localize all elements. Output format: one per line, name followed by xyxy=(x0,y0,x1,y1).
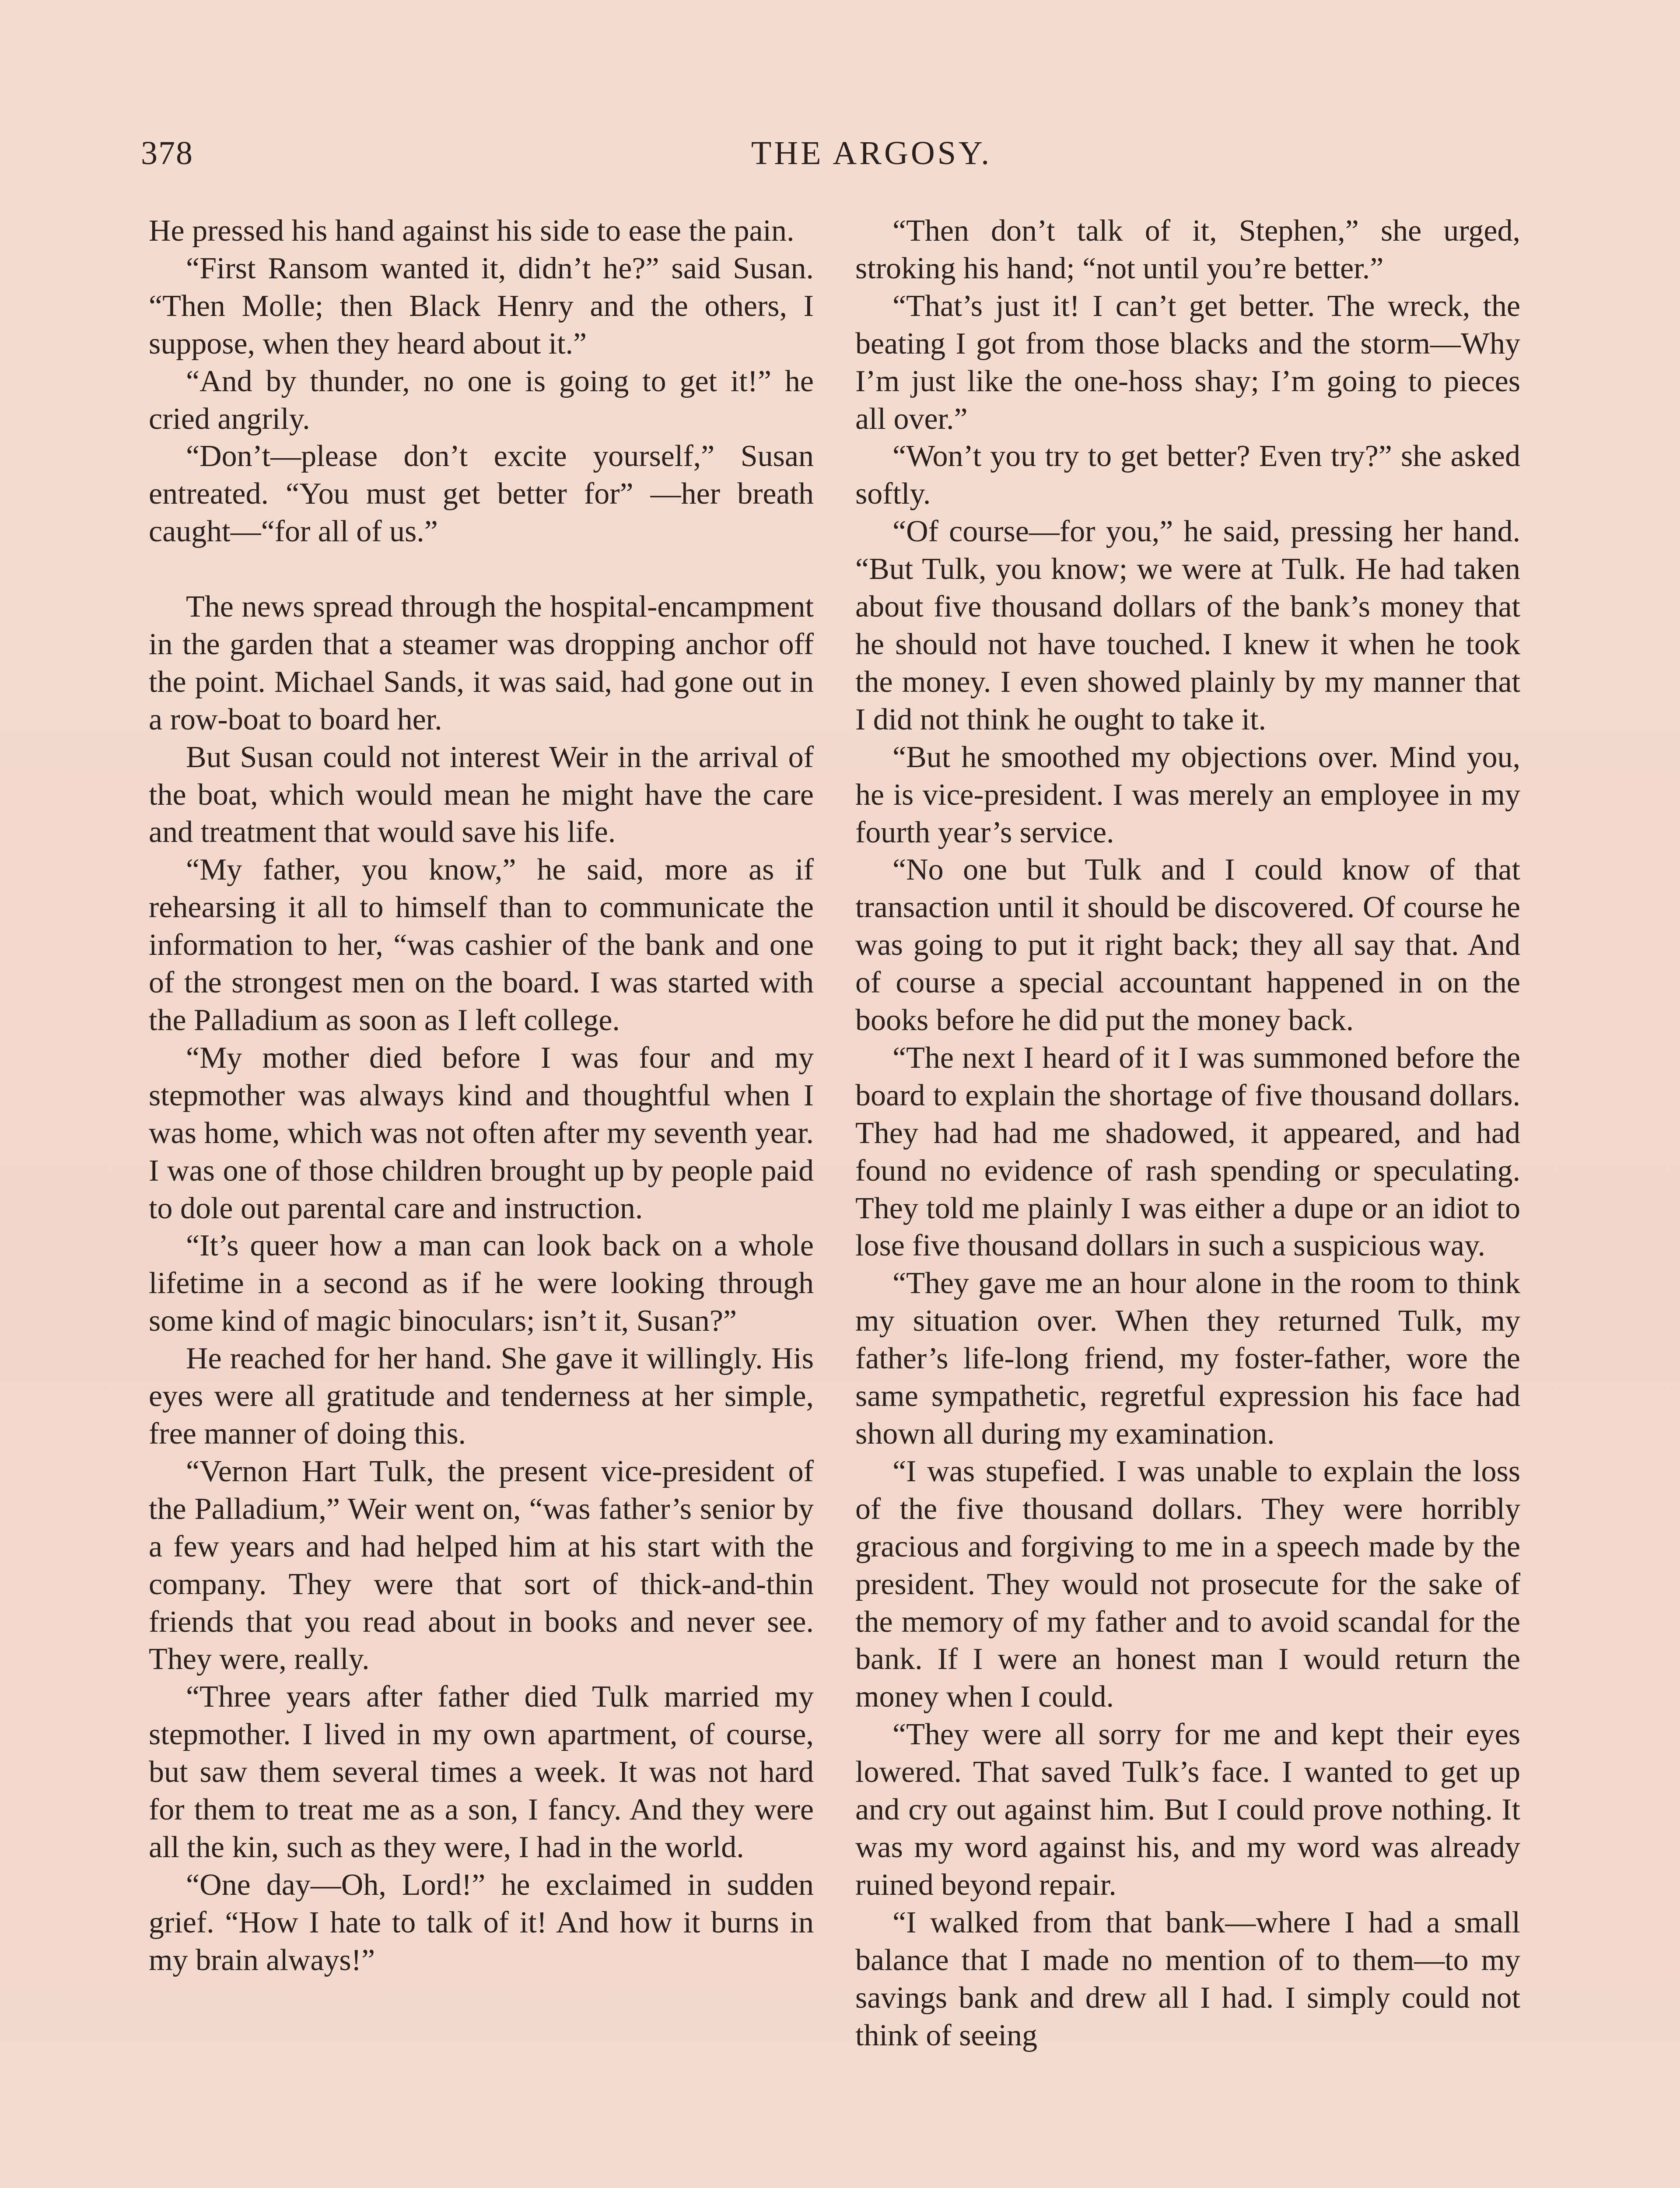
paragraph: “The next I heard of it I was summoned before the board to explain the shortage of five thousand dollars. They had had me shadowed, it appeared, and had found no evidence of rash spending or speculating. They told me plainly I was either a dupe or an idiot to lose five thousand dollars in such a suspicious way. xyxy=(855,1041,1520,1263)
paragraph: He reached for her hand. She gave it willingly. His eyes were all gratitude and tenderness at her simple, free manner of doing this. xyxy=(149,1342,814,1451)
running-title: THE ARGOSY. xyxy=(751,135,992,172)
paragraph: “Won’t you try to get better? Even try?” she asked softly. xyxy=(855,439,1520,511)
paragraph: “They gave me an hour alone in the room to think my situation over. When they returned Tulk, my father’s life-long friend, my foster-father, wore the same sympathetic, regretful expression his face had shown all during my examination. xyxy=(855,1266,1520,1451)
paragraph: “I was stupefied. I was unable to explain the loss of the five thousand dollars. They were horribly gracious and forgiving to me in a speech made by the president. They would not prosecute for the sake of the memory of my father and to avoid scandal for the bank. If I were an honest man I would return the money when I could. xyxy=(855,1454,1520,1714)
left-column xyxy=(149,212,814,1979)
paragraph: “But he smoothed my objections over. Mind you, he is vice-president. I was merely an employee in my fourth year’s service. xyxy=(855,740,1520,849)
paragraph: “Don’t—please don’t excite yourself,” Susan entreated. “You must get better for” —her breath caught—“for all of us.” xyxy=(149,439,814,549)
right-column xyxy=(855,212,1520,2054)
paragraph: The news spread through the hospital-encampment in the garden that a steamer was dropping anchor off the point. Michael Sands, it was said, had gone out in a row-boat to board her. xyxy=(149,590,814,736)
paragraph: “No one but Tulk and I could know of that transaction until it should be discovered. Of course he was going to put it right back; they all say that. And of course a special accountant happened in on the books before he did put the money back. xyxy=(855,853,1520,1038)
paragraph: “That’s just it! I can’t get better. The wreck, the beating I got from those blacks and the storm—Why I’m just like the one-hoss shay; I’m going to pieces all over.” xyxy=(855,289,1520,436)
page-number: 378 xyxy=(141,135,193,172)
paragraph: “First Ransom wanted it, didn’t he?” said Susan. “Then Molle; then Black Henry and the others, I suppose, when they heard about it.” xyxy=(149,251,814,361)
paragraph: “My mother died before I was four and my stepmother was always kind and thoughtful when I was home, which was not often after my seventh year. I was one of those children brought up by people paid to dole out parental care and instruction. xyxy=(149,1041,814,1225)
paragraph: “They were all sorry for me and kept their eyes lowered. That saved Tulk’s face. I wanted to get up and cry out against him. But I could prove nothing. It was my word against his, and my word was already ruined beyond repair. xyxy=(855,1718,1520,1902)
paragraph: “One day—Oh, Lord!” he exclaimed in sudden grief. “How I hate to talk of it! And how it burns in my brain always!” xyxy=(149,1868,814,1977)
page-header xyxy=(141,131,1536,175)
paragraph: He pressed his hand against his side to ease the pain. xyxy=(149,214,794,248)
paragraph: “Vernon Hart Tulk, the present vice-president of the Palladium,” Weir went on, “was father’s senior by a few years and had helped him at his start with the company. They were that sort of thick-and-thin friends that you read about in books and never see. They were, really. xyxy=(149,1454,814,1676)
paragraph: But Susan could not interest Weir in the arrival of the boat, which would mean he might have the care and treatment that would save his life. xyxy=(149,740,814,849)
paragraph: “My father, you know,” he said, more as if rehearsing it all to himself than to communicate the information to her, “was cashier of the bank and one of the strongest men on the board. I was started with the Palladium as soon as I left college. xyxy=(149,853,814,1038)
paragraph: “Of course—for you,” he said, pressing her hand. “But Tulk, you know; we were at Tulk. He had taken about five thousand dollars of the bank’s money that he should not have touched. I knew it when he took the money. I even showed plainly by my manner that I did not think he ought to take it. xyxy=(855,515,1520,736)
paragraph: “It’s queer how a man can look back on a whole lifetime in a second as if he were looking through some kind of magic binoculars; isn’t it, Susan?” xyxy=(149,1229,814,1338)
paragraph: “Then don’t talk of it, Stephen,” she urged, stroking his hand; “not until you’re better.” xyxy=(855,214,1520,285)
paragraph: “Three years after father died Tulk married my stepmother. I lived in my own apartment, of course, but saw them several times a week. It was not hard for them to treat me as a son, I fancy. And they were all the kin, such as they were, I had in the world. xyxy=(149,1680,814,1864)
paragraph: “I walked from that bank—where I had a small balance that I made no mention of to them—to my savings bank and drew all I had. I simply could not think of seeing xyxy=(855,1905,1520,2052)
paragraph: “And by thunder, no one is going to get it!” he cried angrily. xyxy=(149,364,814,436)
